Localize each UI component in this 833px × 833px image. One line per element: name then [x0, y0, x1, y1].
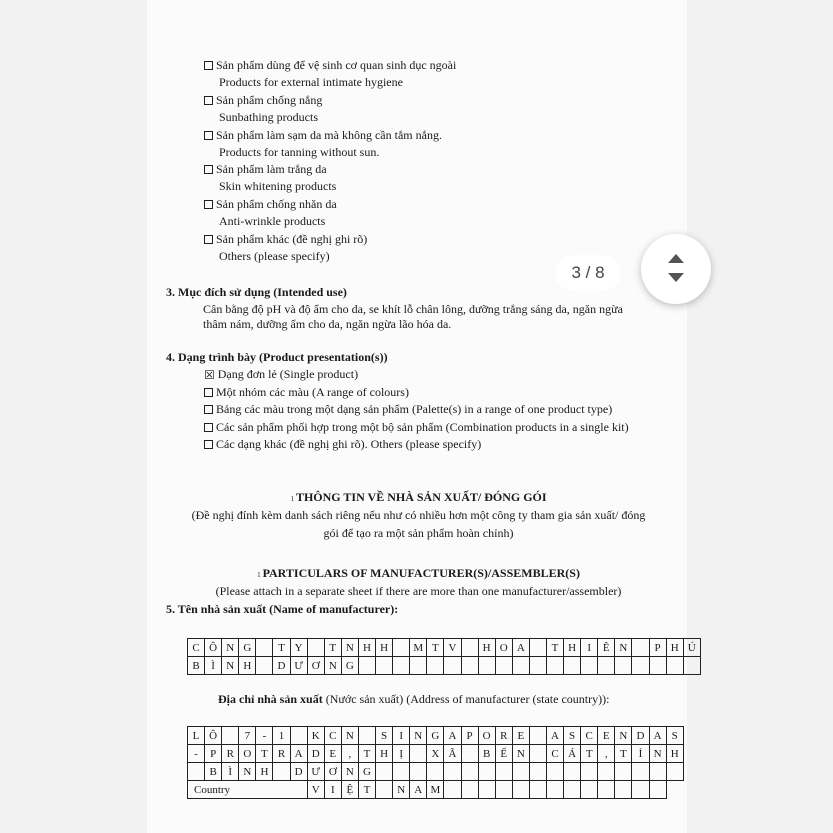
chevron-up-icon[interactable] — [668, 254, 684, 263]
grid-cell: G — [358, 763, 375, 781]
grid-cell — [581, 763, 598, 781]
grid-cell — [444, 657, 461, 675]
grid-cell — [649, 781, 666, 799]
category-label-en: Skin whitening products — [219, 179, 337, 194]
grid-cell — [495, 763, 512, 781]
category-label-vi: Sản phẩm dùng để vệ sinh cơ quan sinh dục ngoài — [216, 58, 457, 72]
grid-cell: H — [239, 657, 256, 675]
checkbox[interactable] — [204, 61, 213, 70]
grid-cell: T — [256, 745, 273, 763]
grid-cell: N — [222, 639, 239, 657]
presentation-option — [204, 420, 629, 434]
checkbox[interactable] — [204, 165, 213, 174]
grid-cell — [564, 763, 581, 781]
chevron-down-icon[interactable] — [668, 273, 684, 282]
grid-row — [188, 657, 701, 675]
grid-cell: N — [222, 657, 239, 675]
grid-cell — [495, 657, 512, 675]
grid-cell: P — [461, 727, 478, 745]
intended-use-heading: 3. Mục đích sử dụng (Intended use) — [166, 285, 347, 299]
grid-cell: S — [564, 727, 581, 745]
manufacturer-note-en: (Please attach in a separate sheet if there are more than one manufacturer/assembler) — [215, 584, 622, 598]
grid-cell: P — [205, 745, 222, 763]
grid-cell: R — [495, 727, 512, 745]
footnote-mark: 1 — [257, 571, 261, 579]
category-option — [204, 93, 322, 107]
presentation-option — [204, 385, 409, 399]
grid-cell — [564, 657, 581, 675]
grid-cell: S — [376, 727, 393, 745]
grid-cell: N — [341, 727, 358, 745]
grid-cell: A — [512, 639, 529, 657]
grid-cell — [546, 763, 563, 781]
grid-cell: Ỉ — [632, 745, 649, 763]
grid-cell — [376, 657, 393, 675]
grid-cell: , — [598, 745, 615, 763]
presentation-option — [204, 367, 358, 381]
checkbox[interactable] — [204, 131, 213, 140]
grid-cell: N — [615, 639, 632, 657]
grid-cell — [188, 763, 205, 781]
grid-cell: 7 — [239, 727, 256, 745]
grid-cell: A — [410, 781, 427, 799]
grid-row — [188, 727, 684, 745]
grid-cell — [512, 657, 529, 675]
grid-row — [188, 639, 701, 657]
grid-cell: P — [649, 639, 666, 657]
grid-cell: H — [358, 639, 375, 657]
grid-cell: E — [512, 727, 529, 745]
grid-cell: H — [564, 639, 581, 657]
grid-cell — [546, 657, 563, 675]
grid-cell: Ú — [683, 639, 700, 657]
checkbox[interactable] — [204, 405, 213, 414]
manufacturer-note-vi-1: (Đề nghị đính kèm danh sách riêng nếu như có nhiều hơn một công ty tham gia sản xuất/ đóng — [191, 508, 646, 522]
grid-cell: T — [427, 639, 444, 657]
grid-cell: T — [324, 639, 341, 657]
grid-cell: Y — [290, 639, 307, 657]
grid-cell — [376, 763, 393, 781]
checkbox[interactable] — [204, 388, 213, 397]
grid-cell: Ì — [222, 763, 239, 781]
grid-cell — [444, 781, 461, 799]
category-option — [204, 162, 327, 176]
grid-cell: Ã — [444, 745, 461, 763]
grid-cell — [478, 657, 495, 675]
grid-cell — [461, 781, 478, 799]
grid-cell — [256, 639, 273, 657]
grid-cell: H — [666, 639, 683, 657]
grid-cell — [461, 745, 478, 763]
grid-cell: C — [581, 727, 598, 745]
grid-cell: A — [290, 745, 307, 763]
grid-cell — [393, 657, 410, 675]
category-label-en: Others (please specify) — [219, 249, 330, 263]
category-option — [204, 58, 456, 72]
grid-cell: A — [444, 727, 461, 745]
grid-cell: N — [649, 745, 666, 763]
grid-cell — [290, 727, 307, 745]
grid-cell — [307, 639, 324, 657]
grid-cell — [581, 657, 598, 675]
grid-cell: A — [546, 727, 563, 745]
grid-cell: O — [239, 745, 256, 763]
grid-cell: G — [341, 657, 358, 675]
grid-cell: T — [358, 745, 375, 763]
grid-cell: V — [444, 639, 461, 657]
grid-cell: G — [427, 727, 444, 745]
grid-cell: Ị — [393, 745, 410, 763]
grid-cell — [393, 763, 410, 781]
page-indicator: 3 / 8 — [555, 255, 621, 291]
grid-cell: C — [324, 727, 341, 745]
category-label-en: Products for tanning without sun. — [219, 144, 380, 159]
grid-cell — [529, 781, 546, 799]
grid-cell — [683, 657, 700, 675]
grid-cell — [666, 657, 683, 675]
presentation-option — [204, 437, 481, 451]
grid-cell: E — [598, 727, 615, 745]
manufacturer-title-en-text: PARTICULARS OF MANUFACTURER(S)/ASSEMBLER(S) — [262, 566, 580, 580]
grid-cell — [273, 763, 290, 781]
grid-cell — [358, 727, 375, 745]
grid-cell — [598, 781, 615, 799]
document-page — [147, 0, 687, 833]
presentation-label: Bảng các màu trong một dạng sản phẩm (Palette(s) in a range of one product type) — [216, 402, 613, 417]
grid-cell: X — [427, 745, 444, 763]
grid-cell: T — [273, 639, 290, 657]
grid-cell: N — [393, 781, 410, 799]
grid-cell — [632, 639, 649, 657]
grid-cell: M — [427, 781, 444, 799]
grid-cell: B — [205, 763, 222, 781]
grid-cell — [615, 763, 632, 781]
grid-cell — [649, 763, 666, 781]
manufacturer-title-vi-text: THÔNG TIN VỀ NHÀ SẢN XUẤT/ ĐÓNG GÓI — [295, 490, 547, 504]
category-option — [204, 128, 442, 142]
country-label: Country — [188, 781, 308, 799]
grid-cell: Ế — [495, 745, 512, 763]
grid-cell — [478, 763, 495, 781]
grid-cell: N — [324, 657, 341, 675]
category-label-vi: Sản phẩm làm sạm da mà không cần tắm nắng. — [216, 127, 442, 142]
grid-cell — [376, 781, 393, 799]
grid-cell — [529, 727, 546, 745]
grid-cell: N — [341, 763, 358, 781]
grid-cell: N — [239, 763, 256, 781]
grid-cell: I — [581, 639, 598, 657]
manufacturer-title-en — [166, 566, 671, 582]
grid-cell — [564, 781, 581, 799]
presentation-label: Các dạng khác (đề nghị ghi rõ). Others (please specify) — [216, 437, 482, 452]
grid-cell: D — [273, 657, 290, 675]
grid-cell: Ì — [205, 657, 222, 675]
grid-cell: Ơ — [324, 763, 341, 781]
grid-cell: Ê — [598, 639, 615, 657]
grid-cell: D — [307, 745, 324, 763]
grid-cell — [529, 745, 546, 763]
grid-cell: B — [188, 657, 205, 675]
grid-cell — [358, 657, 375, 675]
category-option — [204, 197, 337, 211]
address-label-rest: (Nước sản xuất) (Address of manufacturer (state country)): — [322, 692, 610, 706]
checkbox[interactable] — [204, 235, 213, 244]
grid-cell — [461, 657, 478, 675]
manufacturer-name-grid — [187, 638, 701, 675]
grid-cell: I — [393, 727, 410, 745]
grid-cell: T — [546, 639, 563, 657]
grid-cell: T — [358, 781, 375, 799]
checkbox[interactable] — [204, 440, 213, 449]
grid-cell: Ư — [290, 657, 307, 675]
grid-cell — [512, 763, 529, 781]
grid-cell — [546, 781, 563, 799]
grid-cell: Ơ — [307, 657, 324, 675]
grid-cell — [495, 781, 512, 799]
grid-cell — [598, 763, 615, 781]
grid-cell — [666, 763, 683, 781]
grid-cell — [581, 781, 598, 799]
grid-cell — [256, 657, 273, 675]
grid-cell: O — [495, 639, 512, 657]
grid-cell: D — [632, 727, 649, 745]
grid-cell: H — [256, 763, 273, 781]
grid-cell: D — [290, 763, 307, 781]
country-row — [188, 781, 684, 799]
grid-cell — [529, 763, 546, 781]
grid-cell — [393, 639, 410, 657]
grid-cell: H — [666, 745, 683, 763]
category-label-vi: Sản phẩm chống nhăn da — [216, 197, 337, 212]
grid-cell: N — [341, 639, 358, 657]
grid-cell — [529, 657, 546, 675]
grid-cell: - — [256, 727, 273, 745]
grid-cell: , — [341, 745, 358, 763]
grid-cell: M — [410, 639, 427, 657]
grid-cell — [615, 657, 632, 675]
manufacturer-title-vi — [166, 490, 671, 506]
checkbox[interactable] — [204, 200, 213, 209]
grid-cell: R — [273, 745, 290, 763]
intended-use-line1: Cân bằng độ pH và độ ẩm cho da, se khít lỗ chân lông, dưỡng trắng sáng da, ngăn ngừa — [203, 302, 623, 316]
grid-cell: C — [546, 745, 563, 763]
presentation-label: Các sản phẩm phối hợp trong một bộ sản phẩm (Combination products in a single kit) — [216, 419, 629, 434]
grid-cell — [461, 763, 478, 781]
manufacturer-name-heading: 5. Tên nhà sản xuất (Name of manufacturer): — [166, 602, 399, 616]
grid-cell: V — [307, 781, 324, 799]
address-label-bold: Địa chỉ nhà sản xuất — [218, 692, 323, 706]
checked-checkbox[interactable]: ☒ — [204, 368, 215, 382]
grid-cell — [615, 781, 632, 799]
footnote-mark: 1 — [290, 495, 294, 503]
grid-cell: B — [478, 745, 495, 763]
grid-cell — [632, 657, 649, 675]
category-label-vi: Sản phẩm khác (đề nghị ghi rõ) — [216, 232, 368, 246]
presentation-option — [204, 402, 612, 416]
presentation-label: Dạng đơn lẻ (Single product) — [217, 367, 359, 381]
grid-cell: Ệ — [341, 781, 358, 799]
scroll-control[interactable] — [641, 234, 711, 304]
grid-cell — [427, 657, 444, 675]
category-label-en: Sunbathing products — [219, 109, 318, 124]
address-label — [218, 692, 609, 706]
category-option — [204, 232, 367, 246]
category-label-en: Anti-wrinkle products — [219, 214, 326, 229]
checkbox[interactable] — [204, 423, 213, 432]
grid-cell: T — [615, 745, 632, 763]
grid-cell — [461, 639, 478, 657]
category-label-vi: Sản phẩm chống nắng — [216, 92, 323, 107]
grid-cell — [632, 781, 649, 799]
grid-cell: N — [615, 727, 632, 745]
grid-cell: E — [324, 745, 341, 763]
grid-cell: Ô — [205, 727, 222, 745]
checkbox[interactable] — [204, 96, 213, 105]
grid-cell — [410, 745, 427, 763]
presentation-heading: 4. Dạng trình bày (Product presentation(s)) — [166, 350, 388, 364]
manufacturer-note-vi-2: gói để tạo ra một sản phẩm hoàn chỉnh) — [323, 526, 514, 540]
grid-cell: C — [188, 639, 205, 657]
grid-row — [188, 763, 684, 781]
grid-cell — [478, 781, 495, 799]
grid-cell — [598, 657, 615, 675]
grid-cell — [649, 657, 666, 675]
grid-cell: Ô — [205, 639, 222, 657]
grid-cell — [222, 727, 239, 745]
grid-cell: K — [307, 727, 324, 745]
grid-cell: I — [324, 781, 341, 799]
grid-cell: A — [649, 727, 666, 745]
grid-cell — [632, 763, 649, 781]
category-label-en: Products for external intimate hygiene — [219, 75, 403, 89]
grid-cell — [512, 781, 529, 799]
grid-cell: S — [666, 727, 683, 745]
grid-cell: T — [581, 745, 598, 763]
grid-cell: 1 — [273, 727, 290, 745]
category-label-vi: Sản phẩm làm trắng da — [216, 162, 327, 177]
grid-cell: R — [222, 745, 239, 763]
grid-cell: H — [478, 639, 495, 657]
grid-cell: Ư — [307, 763, 324, 781]
grid-cell — [529, 639, 546, 657]
manufacturer-address-grid — [187, 726, 684, 799]
grid-cell — [427, 763, 444, 781]
grid-cell: L — [188, 727, 205, 745]
grid-cell: Á — [564, 745, 581, 763]
grid-cell: N — [410, 727, 427, 745]
grid-cell — [410, 657, 427, 675]
grid-row — [188, 745, 684, 763]
grid-cell: H — [376, 639, 393, 657]
grid-cell — [444, 763, 461, 781]
grid-cell: G — [239, 639, 256, 657]
grid-cell — [410, 763, 427, 781]
grid-cell: H — [376, 745, 393, 763]
presentation-label: Một nhóm các màu (A range of colours) — [216, 384, 409, 399]
grid-cell: N — [512, 745, 529, 763]
intended-use-line2: thâm nám, dưỡng ẩm cho da, ngăn ngừa lão hóa da. — [203, 317, 452, 331]
grid-cell: - — [188, 745, 205, 763]
grid-cell: O — [478, 727, 495, 745]
